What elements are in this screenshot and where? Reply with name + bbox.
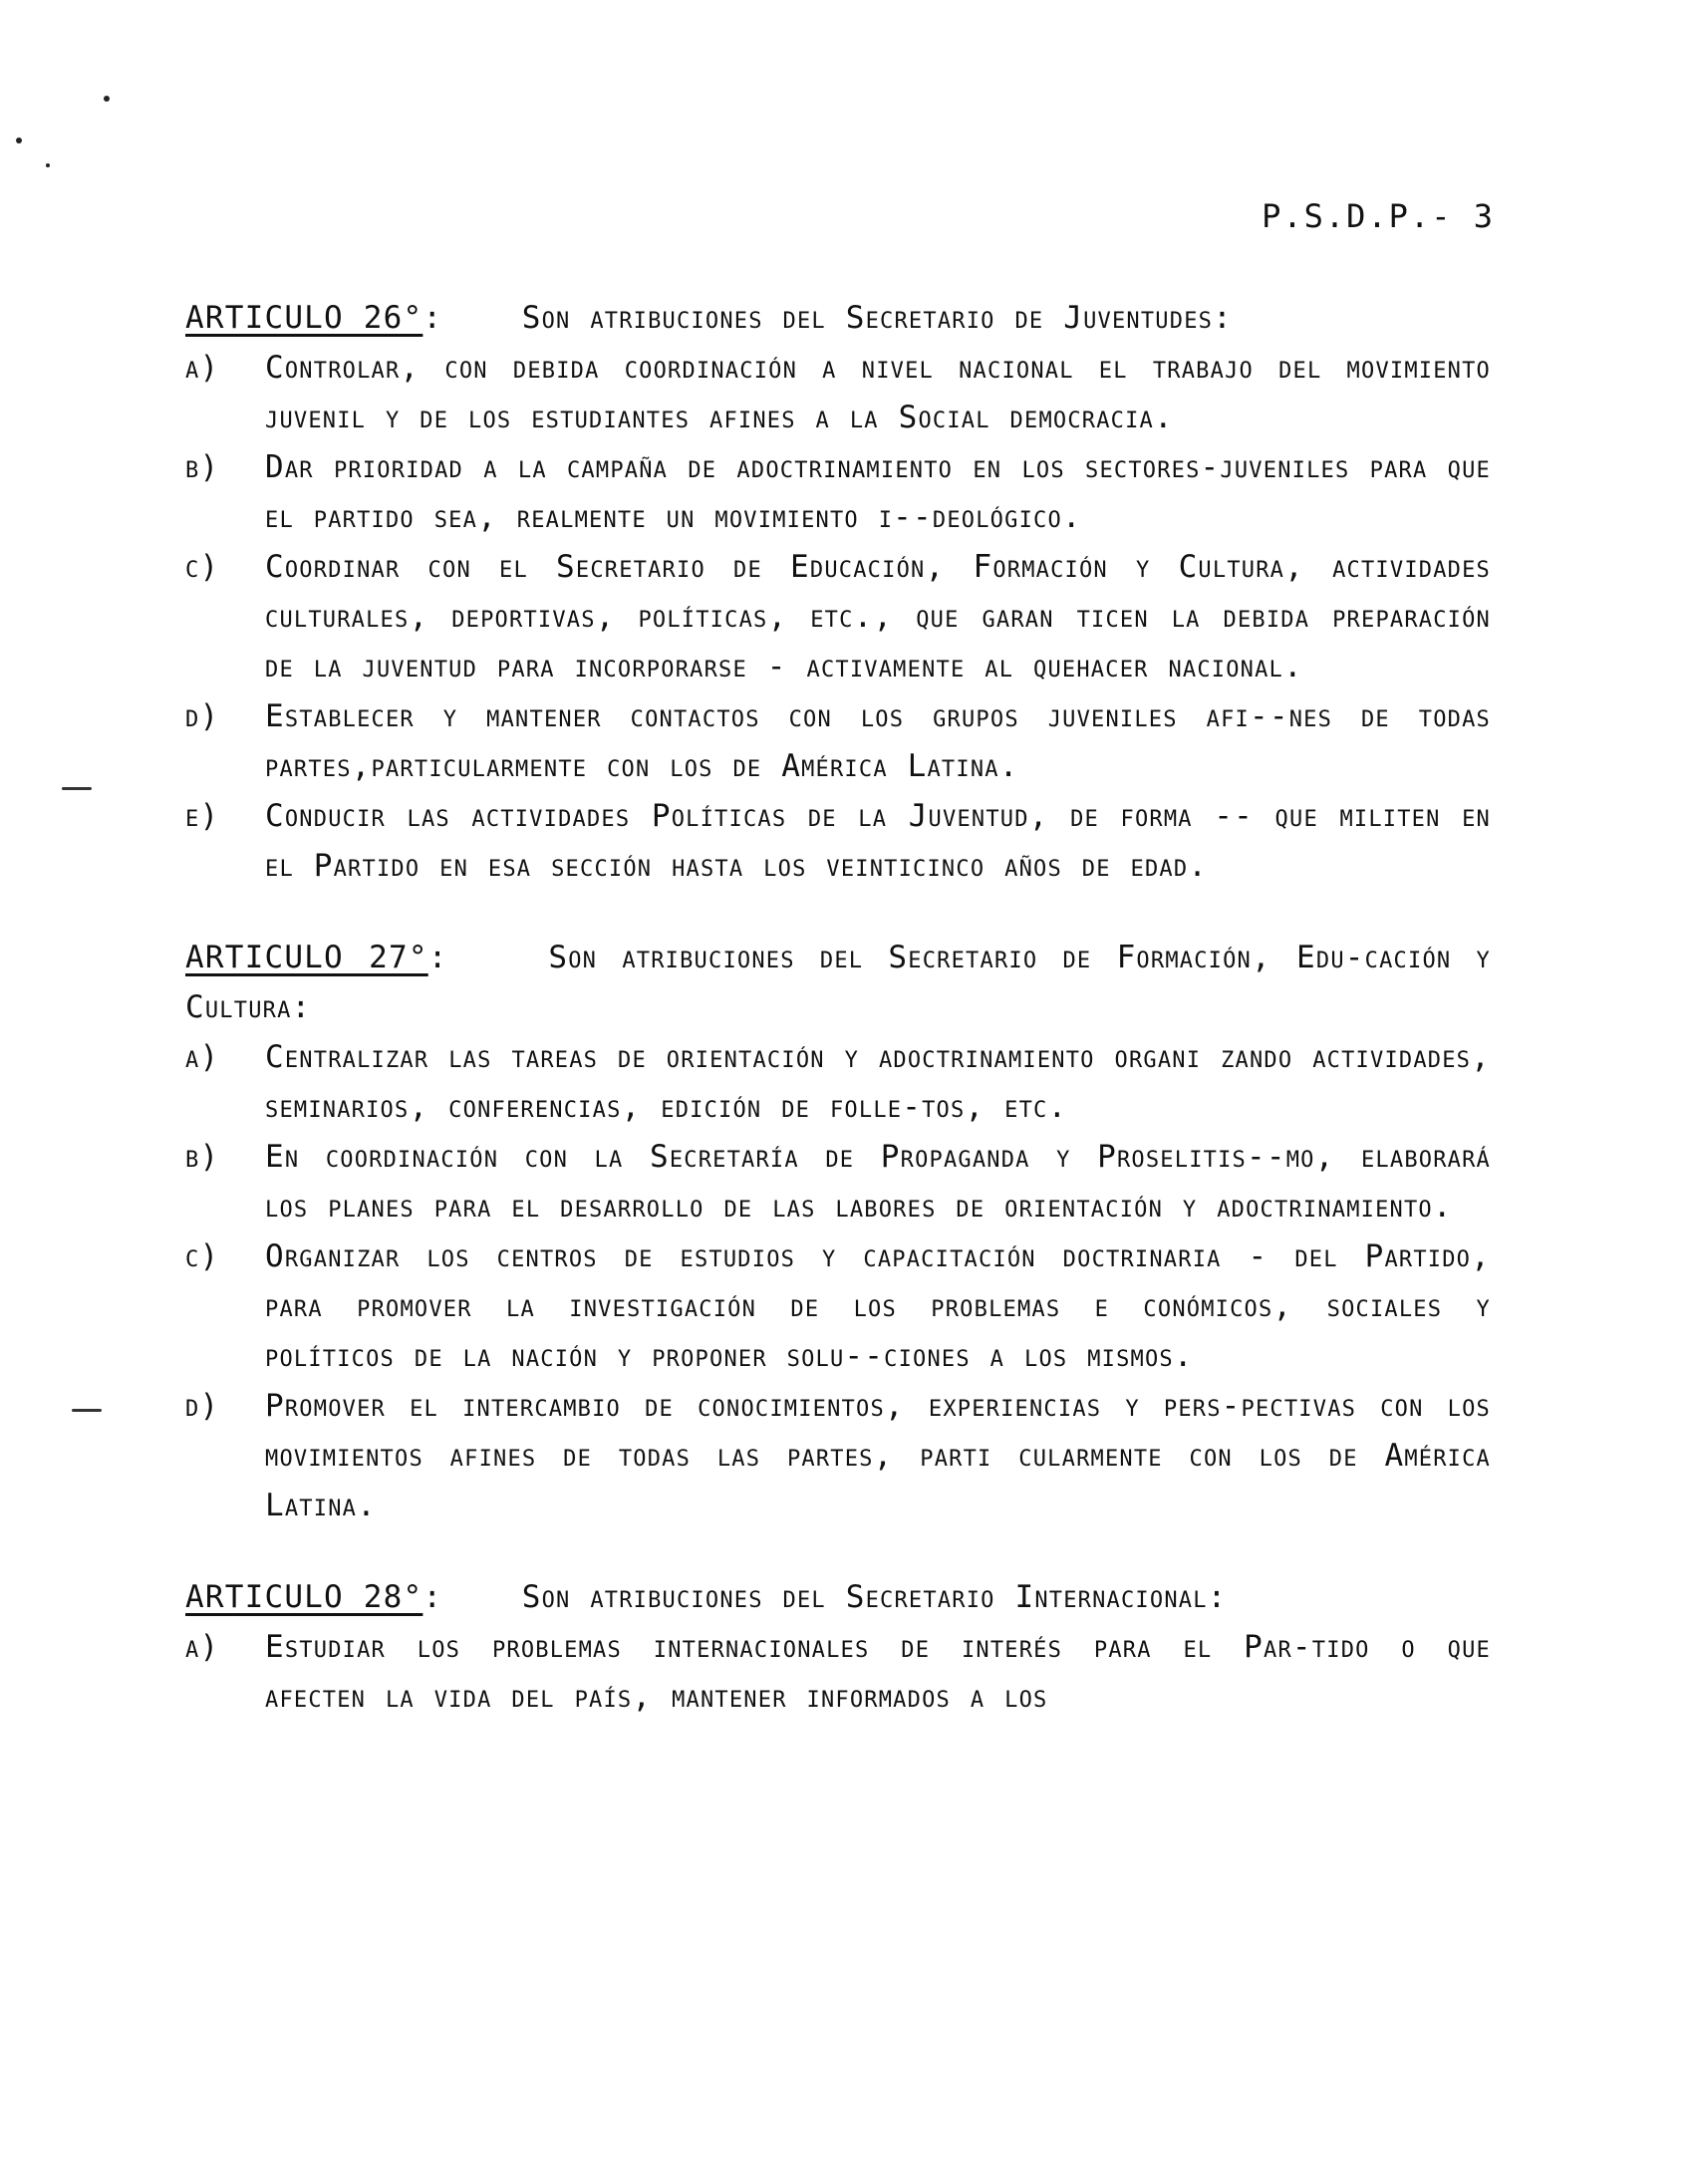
- item-letter: d): [185, 698, 220, 734]
- item-text: Centralizar las tareas de orientación y adoctrinamiento organi zando actividades, seminarios, conferencias, edición de folle-tos, etc.: [265, 1039, 1491, 1125]
- article-title: Son atribuciones del Secretario de Juventudes:: [521, 300, 1233, 336]
- item-text: Promover el intercambio de conocimientos, experiencias y pers-pectivas con los movimientos afines de todas las partes, parti cularmente con los de América Latina.: [265, 1388, 1491, 1523]
- article-label: ARTICULO 28°: [185, 1579, 423, 1615]
- list-item: [185, 691, 1491, 791]
- scan-speck: [104, 96, 110, 102]
- item-text: En coordinación con la Secretaría de Propaganda y Proselitis--mo, elaborará los planes para el desarrollo de las labores de orientación y adoctrinamiento.: [265, 1139, 1491, 1225]
- item-letter: e): [185, 798, 220, 834]
- list-item: [185, 442, 1491, 542]
- item-text: Coordinar con el Secretario de Educación, Formación y Cultura, actividades culturales, deportivas, políticas, etc., que garan ticen la debida preparación de la juventud para incorporarse - activamente al quehacer nacional.: [265, 549, 1491, 684]
- margin-mark: [72, 1409, 102, 1412]
- article-heading: ARTICULO 27°: Son atribuciones del Secretario de Formación, Edu-cación y Cultura:: [185, 940, 1491, 1025]
- item-text: Conducir las actividades Políticas de la Juventud, de forma -- que militen en el Partido en esa sección hasta los veinticinco años de edad.: [265, 798, 1491, 884]
- list-item: [185, 1132, 1491, 1231]
- list-item: [185, 1231, 1491, 1381]
- item-letter: a): [185, 1039, 220, 1075]
- item-text: Dar prioridad a la campaña de adoctrinamiento en los sectores-juveniles para que el partido sea, realmente un movimiento i--deológico.: [265, 449, 1491, 535]
- scan-speck: [46, 163, 50, 167]
- list-item: [185, 1381, 1491, 1530]
- scan-speck: [16, 137, 22, 143]
- article-label: ARTICULO 27°: [185, 940, 428, 975]
- list-item: [185, 791, 1491, 891]
- article-label: ARTICULO 26°: [185, 300, 423, 336]
- item-letter: b): [185, 1139, 220, 1175]
- list-item: [185, 1032, 1491, 1132]
- article-27: [185, 933, 1491, 1530]
- article-heading: ARTICULO 28°: Son atribuciones del Secretario Internacional:: [185, 1579, 1228, 1615]
- item-letter: a): [185, 1629, 220, 1665]
- article-26: [185, 293, 1491, 891]
- list-item: [185, 542, 1491, 691]
- item-text: Organizar los centros de estudios y capacitación doctrinaria - del Partido, para promover la investigación de los problemas e conómicos, sociales y políticos de la nación y proponer solu--ciones a los mismos.: [265, 1238, 1491, 1374]
- article-title: Son atribuciones del Secretario Internacional:: [521, 1579, 1228, 1615]
- article-heading: ARTICULO 26°: Son atribuciones del Secretario de Juventudes:: [185, 300, 1233, 336]
- item-letter: c): [185, 1238, 220, 1274]
- document-body: [185, 293, 1491, 1764]
- list-item: [185, 343, 1491, 442]
- item-text: Establecer y mantener contactos con los grupos juveniles afi--nes de todas partes,particularmente con los de América Latina.: [265, 698, 1491, 784]
- page-reference: P.S.D.P.- 3: [1262, 197, 1495, 235]
- article-title: Son atribuciones del Secretario de Formación, Edu-cación y Cultura:: [185, 940, 1491, 1025]
- margin-mark: [62, 787, 92, 790]
- item-letter: b): [185, 449, 220, 485]
- item-letter: d): [185, 1388, 220, 1424]
- item-text: Controlar, con debida coordinación a nivel nacional el trabajo del movimiento juvenil y de los estudiantes afines a la Social democracia.: [265, 350, 1491, 435]
- list-item: [185, 1622, 1491, 1722]
- item-text: Estudiar los problemas internacionales de interés para el Par-tido o que afecten la vida del país, mantener informados a los: [265, 1629, 1491, 1715]
- item-letter: c): [185, 549, 220, 585]
- item-letter: a): [185, 350, 220, 386]
- article-28: [185, 1572, 1491, 1722]
